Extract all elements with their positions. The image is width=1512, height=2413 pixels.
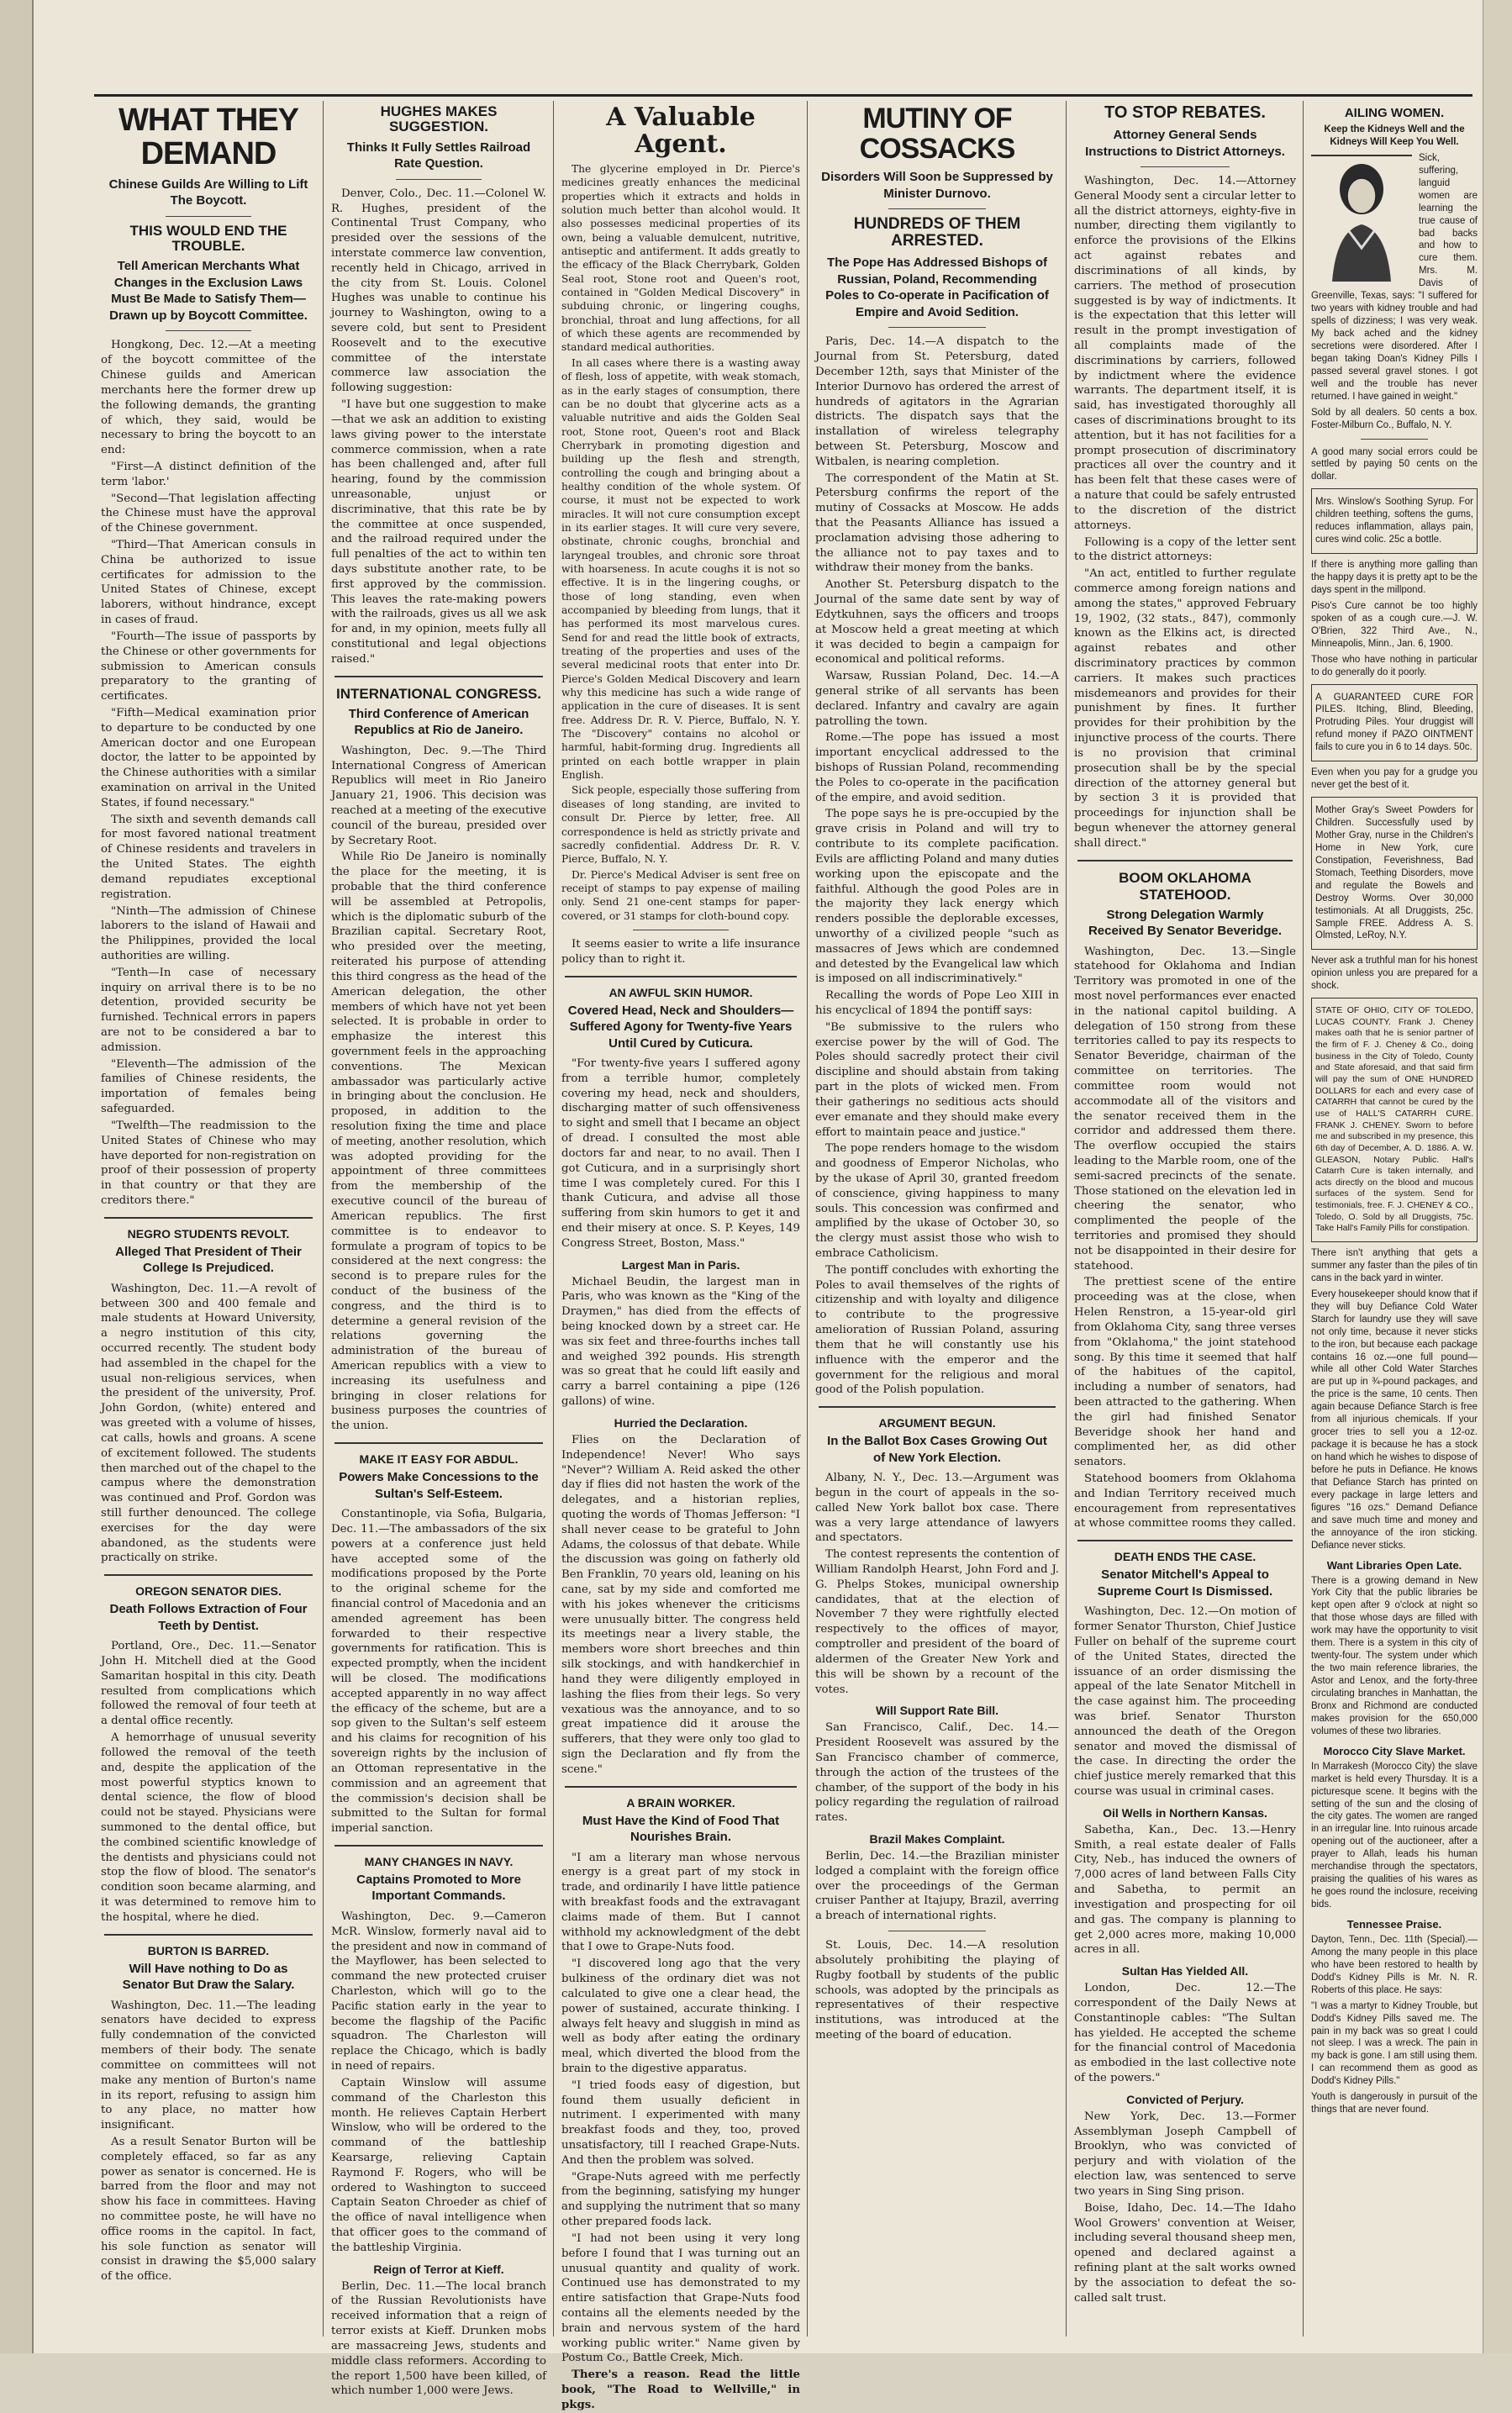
- story-head: A BRAIN WORKER.: [626, 1795, 735, 1810]
- paragraph: Washington, Dec. 11.—The leading senators have decided to express fully condemnation of the convicted members of their body. The senate committee on committees will not make any mention of Burton's name in its report, refusing to assign him to any place, no matter how insignificant.: [101, 1999, 316, 2132]
- column-1: [94, 101, 323, 2337]
- deck: Third Conference of American Republics at Rio de Janeiro.: [348, 706, 529, 738]
- paragraph: "Be submissive to the rulers who exercise power by the will of God. The Poles should sacredly protect their civil discipline and should abstain from taking part in the plots of wicked men. From their gatherings no seditious acts should ever emanate and they should make every effort to maintain peace and justice.": [815, 1020, 1059, 1139]
- story-head: OREGON SENATOR DIES.: [135, 1584, 282, 1599]
- tagline: It seems easier to write a life insurance policy than to right it.: [561, 937, 800, 966]
- paragraph: Flies on the Declaration of Independence! Never! Who says "Never"? William A. Reid asked the other day if flies did not hasten the work of the delegates, and a historian replies, quoting the words of Thomas Jefferson: "I shall never cease to be grateful to John Adams, the colossus of that debate. While the discussion was going on fatherly old Ben Franklin, 70 years old, leaning on his cane, sat by my side and comforted me with his jokes whenever the criticisms were unusually bitter. The congress held its meetings near a livery stable, the members wore short breeches and thin silk stockings, and with handkerchief in hand they were diligently employed in lashing the flies from their legs. So very vexatious was the annoyance, and to so great impatience did it arouse the sufferers, that they were only too glad to sign the Declaration and fly from the scene.": [561, 1433, 800, 1776]
- paragraph: There's a reason. Read the little book, "The Road to Wellville," in pkgs.: [561, 2368, 800, 2411]
- paragraph: As a result Senator Burton will be completely effaced, so far as any power as senator is concerned. He is barred from the floor and may not show his face in committees. Having no committee poste, he will have no office rooms in the capitol. In fact, his sole function as senator will consist in drawing the $5,000 salary of the office.: [101, 2135, 316, 2284]
- article-divider: [819, 1406, 1056, 1408]
- paragraph: In Marrakesh (Morocco City) the slave market is held every Thursday. It is a picturesque scene. It begins with the setting of the sun and the closing of the city gates. The women are ranged in an irregular line. Into ruinous arcade opening out of the auctioneer, after a prayer to Allah, leads his human merchandise through the spectators, praising the qualities of his wares as he goes round the inclosure, receiving bids.: [1311, 1761, 1478, 1910]
- story-head: MANY CHANGES IN NAVY.: [364, 1854, 514, 1868]
- deck: Strong Delegation Warmly Received By Senator Beveridge.: [1088, 907, 1283, 939]
- column-2: [324, 101, 553, 2398]
- deck: Thinks It Fully Settles Railroad Rate Question.: [346, 140, 531, 171]
- separator: [166, 330, 251, 331]
- story-head: Oil Wells in Northern Kansas.: [1103, 1805, 1267, 1820]
- paragraph: "I discovered long ago that the very bulkiness of the ordinary diet was not calculated to give one a clear head, the power of sustained, accurate thinking. I always felt heavy and sluggish in mind as well as body after eating the ordinary meal, which diverted the blood from the brain to the digestive apparatus.: [561, 1957, 800, 2075]
- paragraph: The pope says he is pre-occupied by the grave crisis in Poland and will try to contribute to its complete pacification. Evils are afflicting Poland and many duties working upon the episcopate and the faithful. Although the good Poles are in the majority they lack energy which renders possible the deplorable excesses, unworthy of a civilized people "such as massacres of Jews which are condemned and detested by the Evangelical law which is imposed on all indiscriminatively.": [815, 808, 1059, 986]
- paragraph: "Ninth—The admission of Chinese laborers to the island of Hawaii and the Philippines, provided the local authorities are willing.: [101, 904, 316, 962]
- headline-hughes: HUGHES MAKES SUGGESTION.: [380, 103, 498, 134]
- story-head: MAKE IT EASY FOR ABDUL.: [359, 1452, 519, 1467]
- column-5: [1067, 101, 1303, 2337]
- article-divider: [104, 1574, 313, 1576]
- ad-paragraph: Sold by all dealers. 50 cents a box. Foster-Milburn Co., Buffalo, N. Y.: [1311, 407, 1478, 430]
- paragraph: "Eleventh—The admission of the families of Chinese residents, the importation of females being safeguarded.: [101, 1057, 316, 1116]
- paragraph: Rome.—The pope has issued a most important encyclical addressed to the bishops of Russian Poland, recommending the Poles to co-operate in the pacification of the empire, and avoid sedition.: [815, 731, 1059, 804]
- column-rule: [553, 101, 554, 2337]
- paragraph: Statehood boomers from Oklahoma and Indian Territory received much encouragement from representatives at whose committee rooms they called.: [1074, 1473, 1296, 1531]
- deck: Chinese Guilds Are Willing to Lift The Boycott.: [108, 176, 308, 208]
- story-head: Reign of Terror at Kieff.: [373, 2262, 504, 2276]
- ad-item: There isn't anything that gets a summer any faster than the piles of tin cans in the back yard in winter.: [1311, 1248, 1478, 1283]
- story-head: BOOM OKLAHOMA STATEHOOD.: [1119, 869, 1251, 903]
- ad-headline-ailing-women: AILING WOMEN.: [1344, 106, 1445, 120]
- paragraph: Warsaw, Russian Poland, Dec. 14.—A general strike of all servants has been declared. Infantry and cavalry are again patrolling the town.: [815, 670, 1059, 728]
- paragraph: London, Dec. 12.—The correspondent of the Daily News at Constantinople cables: "The Sultan has yielded. He accepted the scheme for the financial control of Macedonia as embodied in the last collective note of the powers.": [1074, 1982, 1296, 2084]
- paragraph: St. Louis, Dec. 14.—A resolution absolutely prohibiting the playing of Rugby football by students of the public schools, was adopted by the principals as representatives of their respective institutions, was introduced at the meeting of the board of education.: [815, 1939, 1059, 2042]
- deck: Death Follows Extraction of Four Teeth by Dentist.: [109, 1602, 308, 1633]
- deck: Powers Make Concessions to the Sultan's Self-Esteem.: [339, 1470, 539, 1501]
- paragraph: "Grape-Nuts agreed with me perfectly from the beginning, satisfying my hunger and supplying the nutriment that so many other prepared foods lack.: [561, 2170, 800, 2229]
- ad-item: If there is anything more galling than the happy days it is pretty apt to be the days spent in the millpond.: [1311, 560, 1478, 595]
- column-6: [1304, 101, 1484, 2337]
- paragraph: Washington, Dec. 11.—A revolt of between 300 and 400 female and male students at Howard University, a negro institution of this city, occurred recently. The student body had assembled in the chapel for the usual non-religious services, when the president of the university, Prof. John Gordon, (white) entered and was greeted with a volume of hisses, cat calls, howls and groans. A scene of excitement followed. The students then marched out of the chapel to the campus where the demonstration was continued and Prof. Gordon was still further denounced. The college exercises for the day were abandoned, as the students were practically on strike.: [101, 1282, 316, 1565]
- column-4: [809, 101, 1066, 2337]
- paragraph: Sick people, especially those suffering from diseases of long standing, are invited to consult Dr. Pierce by letter, free. All correspondence is held as strictly private and sacredly confidential. Address Dr. R. V. Pierce, Buffalo, N. Y.: [561, 784, 800, 866]
- paragraph: "Tenth—In case of necessary inquiry on arrival there is to be no detention, provided security be furnished. Technical errors in papers are not to be considered a bar to admission.: [101, 966, 316, 1054]
- story-head: Largest Man in Paris.: [621, 1257, 740, 1272]
- paragraph: Hongkong, Dec. 12.—At a meeting of the boycott committee of the Chinese guilds and American merchants here the former drew up the following demands, the granting of which, they said, would be necessary to bring the boycott to an end:: [101, 339, 316, 457]
- subhead: HUNDREDS OF THEM ARRESTED.: [853, 215, 1021, 250]
- article-divider: [1077, 1540, 1293, 1541]
- deck: Covered Head, Neck and Shoulders—Suffered Agony for Twenty-five Years Until Cured by Cuticura.: [567, 1003, 794, 1051]
- deck: Must Have the Kind of Food That Nourishes Brain.: [582, 1813, 780, 1845]
- paragraph: In all cases where there is a wasting away of flesh, loss of appetite, with weak stomach, as in the early stages of consumption, there can be no doubt that glycerine acts as a valuable nutritive and aids the Golden Seal root, Stone root, Queen's root and Black Cherrybark in promoting digestion and building up the flesh and strength, controlling the cough and bringing about a healthy condition of the whole system. Of course, it must not be expected to work miracles. It will not cure consumption except in its earlier stages. It will cure very severe, obstinate, chronic coughs, bronchial and laryngeal troubles, and chronic sore throat with hoarseness. In acute coughs it is not so effective. It is in the lingering coughs, or those of long standing, even when accompanied by bleeding from lungs, that it has performed its most marvelous cures. Send for and read the little book of extracts, treating of the properties and uses of the several medicinal roots that enter into Dr. Pierce's Golden Medical Discovery and learn why this medicine has such a wide range of application in the cure of diseases. It is sent free. Address Dr. R. V. Pierce, Buffalo, N. Y. The "Discovery" contains no alcohol or harmful, habit-forming drug. Ingredients all printed on each bottle wrapper in plain English.: [561, 356, 800, 782]
- paragraph: San Francisco, Calif., Dec. 14.—President Roosevelt was assured by the San Francisco chamber of commerce, through the action of the trustees of the chamber, of the support of the body in his policy regarding the regulation of railroad rates.: [815, 1721, 1059, 1825]
- paragraph: The contest represents the contention of William Randolph Hearst, John Ford and J. G. Phelps Stokes, municipal ownership candidates, that at the election of November 7 they were rightfully elected respectively to the offices of mayor, comptroller and president of the board of aldermen of the Greater New York and this will be shown by a recount of the votes.: [815, 1548, 1059, 1696]
- page-right-edge: [1483, 0, 1512, 2353]
- article-divider: [335, 1845, 543, 1847]
- deck: Alleged That President of Their College Is Prejudiced.: [115, 1244, 302, 1276]
- headline-mutiny-of-cossacks: MUTINY OF COSSACKS: [859, 103, 1015, 165]
- subhead: THIS WOULD END THE TROUBLE.: [129, 222, 287, 254]
- column-3: [555, 101, 807, 2411]
- top-rule: [94, 94, 1472, 97]
- paragraph: Constantinople, via Sofia, Bulgaria, Dec. 11.—The ambassadors of the six powers at a conference just held have accepted some of the modifications proposed by the Porte to the original scheme for the financial control of Macedonia and an amended agreement has been forwarded to their respective governments for ratification. This is expected promptly, when the incident will be closed. The modifications accepted apparently in no way affect the efficacy of the scheme, but are a sop given to the Sultan's self esteem and his claims for recognition of his sovereign rights by the inclusion of an Ottoman representative in the commission and an agreement that the commission's decision shall be submitted to the Sultan for formal imperial sanction.: [331, 1508, 546, 1836]
- paragraph: Washington, Dec. 12.—On motion of former Senator Thurston, Chief Justice Fuller on behalf of the supreme court of the United States, directed the issuance of an order dismissing the appeal of the late Senator Mitchell in the case against him. The proceeding was brief. Senator Thurston announced the death of the Oregon senator and moved the dismissal of the case. In directing the order the chief justice merely remarked that this course was usual in criminal cases.: [1074, 1605, 1296, 1798]
- story-head: Hurried the Declaration.: [614, 1415, 748, 1430]
- paragraph: Dr. Pierce's Medical Adviser is sent free on receipt of stamps to pay expense of mailing only. Send 21 one-cent stamps for paper-covered, or 31 stamps for cloth-bound copy.: [561, 868, 800, 922]
- story-head: BURTON IS BARRED.: [147, 1943, 270, 1957]
- story-head: Want Libraries Open Late.: [1326, 1558, 1462, 1572]
- paragraph: Paris, Dec. 14.—A dispatch to the Journal from St. Petersburg, dated December 12th, says that Minister of the Interior Durnovo has ordered the arrest of hundreds of agitators in the Agrarian districts. The dispatch says that the installation of wireless telegraphy between St. Petersburg, Moscow and Witbalen, is nearing completion.: [815, 335, 1059, 468]
- paragraph: The pope renders homage to the wisdom and goodness of Emperor Nicholas, who by the ukase of April 30, granted freedom of conscience, giving happiness to many souls. This concession was confirmed and amplified by the ukase of October 30, so the clergy must assist those who wish to embrace Catholicism.: [815, 1142, 1059, 1260]
- story-head: Brazil Makes Complaint.: [869, 1832, 1005, 1846]
- paragraph: Albany, N. Y., Dec. 13.—Argument was begun in the court of appeals in the so-called New York ballot box case. There was a very large attendance of lawyers and spectators.: [815, 1472, 1059, 1545]
- column-rule: [1066, 101, 1067, 2337]
- paragraph: A hemorrhage of unusual severity followed the removal of the teeth and, despite the application of the most powerful styptics known to dental science, the flow of blood could not be stayed. Physicians were summoned to the dental office, but the combined scientific knowledge of the dentists and physicians could not stop the flow of blood. The senator's condition soon became alarming, and it was determined to remove him to the hospital, where he died.: [101, 1731, 316, 1924]
- paragraph: "An act, entitled to further regulate commerce among foreign nations and among the states," approved February 19, 1902, (32 stats., 847), commonly known as the Elkins act, is directed against rebates and other discriminatory practices by common carriers. It makes such practices misdemeanors and provides for their punishment by fines. It further provides for their prohibition by the injunctive process of the courts. There is no provision that criminal prosecution shall be by the special direction of the attorney general but by section 3 it is provided that proceedings for injunction shall be begun whenever the attorney general shall direct.": [1074, 567, 1296, 850]
- ad-item: STATE OF OHIO, CITY OF TOLEDO, LUCAS COUNTY. Frank J. Cheney makes oath that he is senior partner of the firm of F. J. Cheney & Co., doing business in the City of Toledo, County and State aforesaid, and that said firm will pay the sum of ONE HUNDRED DOLLARS for each and every case of CATARRH that cannot be cured by the use of HALL'S CATARRH CURE. FRANK J. CHENEY. Sworn to before me and subscribed in my presence, this 6th day of December, A. D. 1886. A. W. GLEASON, Notary Public. Hall's Catarrh Cure is taken internally, and acts directly on the blood and mucous surfaces of the system. Send for testimonials, free. F. J. CHENEY & CO., Toledo, O. Sold by all Druggists, 75c. Take Hall's Family Pills for constipation.: [1315, 1005, 1473, 1234]
- page-binding-edge: [0, 0, 34, 2353]
- deck: Captains Promoted to More Important Commands.: [356, 1872, 521, 1904]
- separator: [166, 216, 251, 217]
- deck: Tell American Merchants What Changes in the Exclusion Laws Must Be Made to Satisfy Them—Drawn up by Boycott Committee.: [109, 259, 308, 323]
- column-rule: [807, 101, 808, 2337]
- article-divider: [335, 1442, 543, 1444]
- article-divider: [565, 1786, 797, 1788]
- ad-item: Those who have nothing in particular to do generally do it poorly.: [1311, 654, 1478, 677]
- paragraph: Following is a copy of the letter sent to the district attorneys:: [1074, 535, 1296, 564]
- headline-what-they-demand: WHAT THEY DEMAND: [118, 103, 299, 171]
- paragraph: The correspondent of the Matin at St. Petersburg confirms the report of the mutiny of Cossacks at Moscow. He adds that the Peasants Alliance has issued a proclamation advising those adhering to the alliance not to pay taxes and to withdraw their money from the banks.: [815, 472, 1059, 575]
- paragraph: "I am a literary man whose nervous energy is a great part of my stock in trade, and ordinarily I have little patience with breakfast foods and the extravagant claims made of them. But I cannot withhold my acknowledgment of the debt that I owe to Grape-Nuts food.: [561, 1851, 800, 1954]
- paragraph: "I tried foods easy of digestion, but found them usually deficient in nutriment. I experimented with many breakfast foods and they, too, proved unsatisfactory, till I reached Grape-Nuts. And then the problem was solved.: [561, 2078, 800, 2167]
- deck: Attorney General Sends Instructions to District Attorneys.: [1085, 128, 1285, 159]
- separator: [1141, 166, 1230, 167]
- story-head: DEATH ENDS THE CASE.: [1114, 1550, 1256, 1564]
- story-head: Sultan Has Yielded All.: [1121, 1964, 1249, 1978]
- paragraph: New York, Dec. 13.—Former Assemblyman Joseph Campbell of Brooklyn, who was convicted of perjury and with violation of the election law, was sentenced to serve two years in Sing Sing prison.: [1074, 2110, 1296, 2198]
- separator: [1361, 439, 1427, 440]
- paragraph: Sabetha, Kan., Dec. 13.—Henry Smith, a real estate dealer of Falls City, Neb., has induced the owners of 7,000 acres of land between Falls City and Sabetha, to permit an investigation and prospecting for oil and gas. The company is planning to get 2,000 acres more, making 10,000 acres in all.: [1074, 1823, 1296, 1957]
- article-divider: [104, 1217, 313, 1219]
- paragraph: The prettiest scene of the entire proceeding was at the close, when Helen Renstron, a 15-year-old girl from Oklahoma City, sang three verses from "Oklahoma," the joint statehood song. By this time it seemed that half of the habitues of the capitol, including a number of senators, had been attracted to the gathering. When the girl had finished Senator Beveridge shook her hand and complimented her, as did other senators.: [1074, 1276, 1296, 1469]
- separator: [888, 327, 986, 328]
- story-head: Tennessee Praise.: [1346, 1917, 1442, 1931]
- paragraph: Washington, Dec. 9.—Cameron McR. Winslow, formerly naval aid to the president and now in command of the Mayflower, has been selected to command the new protected cruiser Charleston, which will go to the Pacific station early in the year to become the flagship of the Pacific squadron. The Charleston will replace the Chicago, which is badly in need of repairs.: [331, 1910, 546, 2073]
- paragraph: The pontiff concludes with exhorting the Poles to avail themselves of the rights of citizenship and with loyalty and diligence to contribute to the progressive amelioration of Russian Poland, assuring them that he will constantly use his influence with the emperor and the government for the religious and moral good of the Polish population.: [815, 1263, 1059, 1397]
- deck: The Pope Has Addressed Bishops of Russian, Poland, Recommending Poles to Co-operate in Pacification of Empire and Avoid Sedition.: [825, 256, 1049, 319]
- paragraph: "I was a martyr to Kidney Trouble, but Dodd's Kidney Pills saved me. The pain in my back was so great I could not sleep. I was a wreck. The pain in my back is gone. I am still using them. I can recommend them as good as Dodd's Kidney Pills.": [1311, 2000, 1478, 2087]
- story-head: Convicted of Perjury.: [1126, 2092, 1244, 2106]
- paragraph: "I had not been using it very long before I found that I was turning out an unusual quantity and quality of work. Continued use has demonstrated to my entire satisfaction that Grape-Nuts food contains all the elements needed by the brain and nervous system of the hard working public writer." Name given by Postum Co., Battle Creek, Mich.: [561, 2231, 800, 2365]
- paragraph: "Second—That legislation affecting the Chinese must have the approval of the Chinese government.: [101, 492, 316, 535]
- ad-item: Every housekeeper should know that if they will buy Defiance Cold Water Starch for laundry use they will save not only time, because it never sticks to the iron, but because each package contains 16 oz.—one full pound—while all other Cold Water Starches are put up in ¾-pound packages, and the price is the same, 10 cents. Then again because Defiance Starch is free from all injurious chemicals. If your grocer tries to sell you a 12-oz. package it is because he has a stock on hand which he wishes to dispose of before he puts in Defiance. He knows that Defiance Starch has printed on every package in large letters and figures "16 ozs." Demand Defiance and save much time and money and the annoyance of the iron sticking. Defiance never sticks.: [1311, 1288, 1478, 1551]
- deck: In the Ballot Box Cases Growing Out of New York Election.: [827, 1434, 1047, 1465]
- story-head: Will Support Rate Bill.: [875, 1704, 999, 1718]
- ad-item: A GUARANTEED CURE FOR PILES. Itching, Blind, Bleeding, Protruding Piles. Your druggist will refund money if PAZO OINTMENT fails to cure you in 6 to 14 days. 50c.: [1315, 692, 1473, 753]
- paragraph: Youth is dangerously in pursuit of the things that are never found.: [1311, 2092, 1478, 2115]
- paragraph: "Third—That American consuls in China be authorized to issue certificates for admission to the United States of Chinese, except laborers, without hindrance, except in cases of fraud.: [101, 539, 316, 627]
- paragraph: Recalling the words of Pope Leo XIII in his encyclical of 1894 the pontiff says:: [815, 989, 1059, 1017]
- ad-item: Mother Gray's Sweet Powders for Children. Successfully used by Mother Gray, nurse in the Children's Home in New York, cure Constipation, Feverishness, Bad Stomach, Teething Disorders, move and regulate the Bowels and Destroy Worms. Over 30,000 testimonials. At all Druggists, 25c. Sample FREE. Address A. S. Olmsted, LeRoy, N.Y.: [1315, 805, 1473, 941]
- ad-item: Never ask a truthful man for his honest opinion unless you are prepared for a shock.: [1311, 956, 1478, 992]
- ad-item: Mrs. Winslow's Soothing Syrup. For children teething, softens the gums, reduces inflammation, allays pain, cures wind colic. 25c a bottle.: [1315, 497, 1473, 545]
- ad-box: [1311, 797, 1478, 950]
- headline-to-stop-rebates: TO STOP REBATES.: [1104, 103, 1266, 122]
- ad-box: [1311, 684, 1478, 762]
- paragraph: Berlin, Dec. 14.—the Brazilian minister lodged a complaint with the foreign office over the proceedings of the German cruiser Panther at Itajupy, Brazil, averring a breach of international rights.: [815, 1850, 1059, 1923]
- article-divider: [1077, 860, 1293, 861]
- paragraph: Another St. Petersburg dispatch to the Journal of the same date sent by way of Edytkuhnen, says the officers and troops at Moscow held a great meeting at which it was decided to begin a campaign for economical and political reforms.: [815, 578, 1059, 666]
- paragraph: Boise, Idaho, Dec. 14.—The Idaho Wool Growers' convention at Weiser, including several thousand sheep men, opened and declared against a refining plant at the salt works owned by the association to defeat the so-called salt trust.: [1074, 2201, 1296, 2305]
- ad-item: Piso's Cure cannot be too highly spoken of as a cough cure.—J. W. O'Brien, 322 Third Ave., N., Minneapolis, Minn., Jan. 6, 1900.: [1311, 600, 1478, 649]
- article-divider: [335, 676, 543, 677]
- ad-item: Even when you pay for a grudge you never get the best of it.: [1311, 767, 1478, 791]
- separator: [396, 179, 482, 180]
- paragraph: Portland, Ore., Dec. 11.—Senator John H. Mitchell died at the Good Samaritan hospital in this city. Death resulted from complications which followed the removal of four teeth at a dental office recently.: [101, 1640, 316, 1728]
- paragraph: Michael Beudin, the largest man in Paris, who was known as the "King of the Draymen," has died from the effects of being knocked down by a street car. He was six feet and three-fourths inches tall and weighed 392 pounds. His strength was so great that he could lift easily and carry a barrel containing a pipe (126 gallons) of wine.: [561, 1275, 800, 1409]
- headline-valuable-agent: A Valuable Agent.: [606, 103, 756, 159]
- article-divider: [104, 1934, 313, 1936]
- separator: [888, 208, 986, 209]
- story-head: AN AWFUL SKIN HUMOR.: [608, 985, 753, 999]
- paragraph: Washington, Dec. 9.—The Third International Congress of American Republics will meet in Rio Janeiro January 21, 1906. This decision was reached at a meeting of the executive council of the bureau, presided over by Secretary Root.: [331, 744, 546, 847]
- ad-deck: Keep the Kidneys Well and the Kidneys Will Keep You Well.: [1324, 124, 1465, 147]
- column-rule: [323, 101, 324, 2337]
- paragraph: While Rio De Janeiro is nominally the place for the meeting, it is probable that the third conference will be assembled at Petropolis, which is the diplomatic suburb of the Brazilian capital. Secretary Root, who presided over the meeting, reiterated his purpose of attending this third congress as the head of the American delegation, the other members of which have not yet been selected. It is probable in order to emphasize the interest this government feels in the approaching conventions. The Mexican ambassador was particularly active in bringing about the conclusion. He proposed, in addition to the resolution fixing the time and place of meeting, another resolution, which was adopted providing for the appointment of three committees from the membership of the executive council of the bureau of American republics. The first committee is to endeavor to formulate a program of topics to be considered at the next congress: the second is to prepare rules for the conduct of the business of the congress, and the third is to determine a general revision of the relations governing the administration of the bureau of American republics with a view to increasing its usefulness and bringing in closer relations for business purposes the countries of the union.: [331, 851, 546, 1433]
- paragraph: Washington, Dec. 13.—Single statehood for Oklahoma and Indian Territory was promoted in one of the most novel performances ever enacted in the national capitol building. A delegation of 150 strong from these territories called to pay its respects to Senator Beveridge, chairman of the committee on territories. The committee room would not accommodate all of the visitors and the senator received them in the corridor and addressed them there. The overflow occupied the stairs leading to the Marble room, one of the semi-sacred precincts of the senate. Those stationed on the elevation led in cheering the senator, who complimented the people of the territories and promised they should not be disappointed in their desire for statehood.: [1074, 945, 1296, 1272]
- paragraph: There is a growing demand in New York City that the public libraries be kept open after 9 o'clock at night so that those whose days are filled with work may have the opportunity to visit them. There is a system in this city of twenty-four. The system under which the two main reference libraries, the Astor and Lenox, and the forty-three circulating branches in Manhattan, the Bronx and Richmond are conducted makes provision for the 650,000 volumes of these two libraries.: [1311, 1575, 1478, 1736]
- paragraph: "Fifth—Medical examination prior to departure to be conducted by one American doctor and one European doctor, the latter to be appointed by the Chinese authorities with a similar examination on arrival in the United States, if found necessary.": [101, 706, 316, 809]
- paragraph: "First—A distinct definition of the term 'labor.': [101, 460, 316, 488]
- story-head: INTERNATIONAL CONGRESS.: [336, 685, 541, 702]
- woman-portrait-illustration: [1311, 155, 1412, 282]
- story-head: ARGUMENT BEGUN.: [878, 1416, 996, 1430]
- story-head: NEGRO STUDENTS REVOLT.: [127, 1226, 290, 1241]
- paragraph: "Fourth—The issue of passports by the Chinese or other governments for submission to American consuls preparatory to the granting of certificates.: [101, 630, 316, 703]
- ad-box: [1311, 998, 1478, 1242]
- deck: Will Have nothing to Do as Senator But Draw the Salary.: [122, 1961, 295, 1993]
- paragraph: The glycerine employed in Dr. Pierce's medicines greatly enhances the medicinal properties which it extracts and holds in solution much better than alcohol would. It also possesses medicinal properties of its own, being a valuable demulcent, nutritive, antiseptic and antiferment. It adds greatly to the efficacy of the Black Cherrybark, Golden Seal root, Stone root and Queen's root, contained in "Golden Medical Discovery" in subduing chronic, or lingering coughs, bronchial, throat and lung affections, for all of which these agents are recommended by standard medical authorities.: [561, 163, 800, 354]
- ad-box: [1311, 488, 1478, 554]
- deck: Senator Mitchell's Appeal to Supreme Court Is Dismissed.: [1097, 1567, 1273, 1599]
- paragraph: "For twenty-five years I suffered agony from a terrible humor, completely covering my head, neck and shoulders, discharging matter of such offensiveness to sight and smell that I became an object of dread. I consulted the most able doctors far and near, to no avail. Then I got Cuticura, and in a surprisingly short time I was completely cured. For this I thank Cuticura, and advise all those suffering from skin humors to get it and end their misery at once. S. P. Keyes, 149 Congress Street, Boston, Mass.": [561, 1057, 800, 1250]
- paragraph: Dayton, Tenn., Dec. 11th (Special).—Among the many people in this place who have been restored to health by Dodd's Kidney Pills is Mr. N. R. Roberts of this place. He says:: [1311, 1934, 1478, 1995]
- paragraph: Captain Winslow will assume command of the Charleston this month. He relieves Captain Herbert Winslow, who will be ordered to the command of the battleship Kearsarge, relieving Captain Raymond F. Rogers, who will be ordered to Washington to succeed Captain Seaton Chroeder as chief of the office of naval intelligence when that officer goes to the command of the battleship Virginia.: [331, 2076, 546, 2254]
- paragraph: Denver, Colo., Dec. 11.—Colonel W. R. Hughes, president of the Continental Trust Company, who presided over the sessions of the interstate commerce law convention, recently held in Chicago, arrived in the city from St. Louis. Colonel Hughes was unable to continue his journey to Washington, owing to a severe cold, but sent to President Roosevelt and to the executive committee of the interstate commerce law association the following suggestion:: [331, 187, 546, 395]
- ad-item: A good many social errors could be settled by paying 50 cents on the dollar.: [1311, 446, 1478, 482]
- column-rule: [1303, 101, 1304, 2337]
- paragraph: "Twelfth—The readmission to the United States of Chinese who may have deported for non-registration on proof of their possession of property in that country or that they are creditors there.": [101, 1119, 316, 1207]
- paragraph: The sixth and seventh demands call for most favored national treatment of Chinese residents and travelers in the United States. The eighth demand repudiates exceptional registration.: [101, 813, 316, 901]
- article-divider: [565, 976, 797, 977]
- ad-paragraph: Sick, suffering, languid women are learning the true cause of bad backs and how to cure them. Mrs. M. Davis of Greenville, Texas, says: "I suffered for two years with kidney trouble and had spells of dizziness; I was very weak. My back ached and the kidney secretions were disordered. After I began taking Doan's Kidney Pills I passed several gravel stones. I got well and the trouble has never returned. I have gained in weight.": [1311, 152, 1478, 402]
- story-head: Morocco City Slave Market.: [1323, 1744, 1466, 1757]
- paragraph: "I have but one suggestion to make—that we ask an addition to existing laws giving power to the interstate commerce commission, when a rate has been challenged and, after full hearing, found by the commission unreasonable, unjust or discriminative, that this rate be by the committee at once suspended, and the railroad required under the full penalties of the act to within ten days substitute another rate, to be first approved by the commission. This leaves the rate-making powers with the railroads, gives us all we ask for and, in my opinion, meets fully all constitutional and legal objections raised.": [331, 398, 546, 666]
- paragraph: Berlin, Dec. 11.—The local branch of the Russian Revolutionists have received information that a reign of terror exists at Kieff. Drunken mobs are massacreing Jews, students and middle class reformers. According to the report 1,500 have been killed, of which number 1,000 were Jews.: [331, 2279, 546, 2398]
- deck: Disorders Will Soon be Suppressed by Minister Durnovo.: [821, 170, 1053, 201]
- paragraph: Washington, Dec. 14.—Attorney General Moody sent a circular letter to all the district attorneys, eighty-five in number, directing them vigilantly to enforce the provisions of the Elkins act against rebates and discriminations of all kinds, by carriers. The method of prosecution suggested is by way of indictments. It is the expectation that this letter will result in the prompt investigation of all complaints made of the discriminations by carriers, followed by indictment where the evidence warrants. The department itself, it is said, has investigated thoroughly all cases of discriminations brought to its attention, but it has not facilities for a prompt prosecution of discriminatory practices all over the country and it has been felt that these cases were of a nature that could be safely entrusted to the discretion of the district attorneys.: [1074, 175, 1296, 532]
